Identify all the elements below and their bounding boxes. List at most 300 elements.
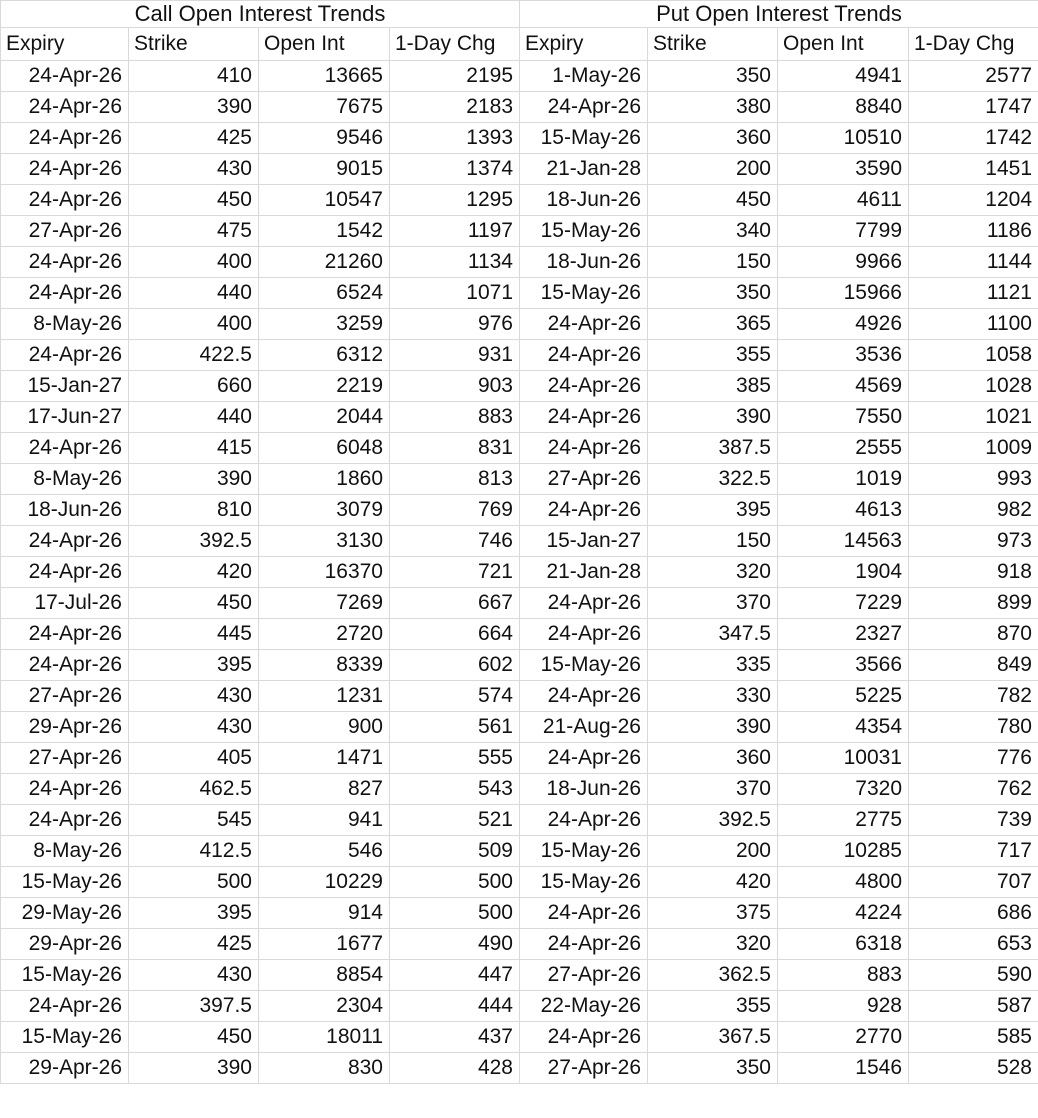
table-row — [1, 774, 1038, 805]
call-cell-1day-chg[interactable]: 813 — [390, 464, 520, 495]
put-cell-open-int[interactable]: 4569 — [778, 371, 909, 402]
put-cell-strike[interactable]: 420 — [648, 867, 778, 898]
table-row — [1, 681, 1038, 712]
put-cell-expiry[interactable]: 15-May-26 — [520, 836, 648, 867]
call-cell-open-int[interactable]: 3259 — [259, 309, 390, 340]
put-cell-expiry[interactable]: 15-Jan-27 — [520, 526, 648, 557]
call-cell-open-int[interactable]: 21260 — [259, 247, 390, 278]
put-cell-strike[interactable]: 390 — [648, 402, 778, 433]
call-cell-1day-chg[interactable]: 1374 — [390, 154, 520, 185]
put-cell-open-int[interactable]: 1904 — [778, 557, 909, 588]
call-cell-expiry[interactable]: 24-Apr-26 — [1, 278, 129, 309]
put-cell-open-int[interactable]: 7229 — [778, 588, 909, 619]
put-cell-strike[interactable]: 350 — [648, 1053, 778, 1084]
put-cell-1day-chg[interactable]: 1121 — [909, 278, 1038, 309]
put-cell-strike[interactable]: 365 — [648, 309, 778, 340]
put-cell-open-int[interactable]: 2775 — [778, 805, 909, 836]
call-cell-1day-chg[interactable]: 428 — [390, 1053, 520, 1084]
put-cell-1day-chg[interactable]: 982 — [909, 495, 1038, 526]
call-cell-open-int[interactable]: 7269 — [259, 588, 390, 619]
put-cell-expiry[interactable]: 18-Jun-26 — [520, 185, 648, 216]
table-row — [1, 123, 1038, 154]
call-cell-strike[interactable]: 412.5 — [129, 836, 259, 867]
put-cell-1day-chg[interactable]: 686 — [909, 898, 1038, 929]
call-cell-open-int[interactable]: 2304 — [259, 991, 390, 1022]
put-cell-expiry[interactable]: 27-Apr-26 — [520, 1053, 648, 1084]
call-cell-open-int[interactable]: 9015 — [259, 154, 390, 185]
call-cell-open-int[interactable]: 8854 — [259, 960, 390, 991]
call-cell-1day-chg[interactable]: 976 — [390, 309, 520, 340]
put-header-strike[interactable]: Strike — [648, 28, 778, 61]
put-cell-strike[interactable]: 360 — [648, 743, 778, 774]
put-cell-strike[interactable]: 355 — [648, 991, 778, 1022]
put-cell-expiry[interactable]: 27-Apr-26 — [520, 464, 648, 495]
call-cell-expiry[interactable]: 8-May-26 — [1, 309, 129, 340]
call-cell-open-int[interactable]: 9546 — [259, 123, 390, 154]
put-header-open-int[interactable]: Open Int — [778, 28, 909, 61]
call-cell-1day-chg[interactable]: 664 — [390, 619, 520, 650]
call-cell-expiry[interactable]: 24-Apr-26 — [1, 774, 129, 805]
call-cell-1day-chg[interactable]: 437 — [390, 1022, 520, 1053]
table-row — [1, 619, 1038, 650]
put-cell-strike[interactable]: 362.5 — [648, 960, 778, 991]
call-cell-expiry[interactable]: 24-Apr-26 — [1, 123, 129, 154]
put-cell-strike[interactable]: 380 — [648, 92, 778, 123]
put-cell-strike[interactable]: 320 — [648, 557, 778, 588]
call-cell-1day-chg[interactable]: 555 — [390, 743, 520, 774]
call-cell-strike[interactable]: 450 — [129, 588, 259, 619]
put-cell-expiry[interactable]: 18-Jun-26 — [520, 774, 648, 805]
put-cell-strike[interactable]: 150 — [648, 526, 778, 557]
call-cell-strike[interactable]: 392.5 — [129, 526, 259, 557]
put-cell-strike[interactable]: 355 — [648, 340, 778, 371]
put-cell-expiry[interactable]: 15-May-26 — [520, 278, 648, 309]
put-cell-expiry[interactable]: 27-Apr-26 — [520, 960, 648, 991]
call-cell-1day-chg[interactable]: 561 — [390, 712, 520, 743]
put-cell-strike[interactable]: 200 — [648, 836, 778, 867]
put-cell-expiry[interactable]: 15-May-26 — [520, 123, 648, 154]
put-cell-expiry[interactable]: 24-Apr-26 — [520, 619, 648, 650]
call-cell-strike[interactable]: 430 — [129, 960, 259, 991]
call-cell-expiry[interactable]: 24-Apr-26 — [1, 61, 129, 92]
call-cell-expiry[interactable]: 29-Apr-26 — [1, 712, 129, 743]
table-row — [1, 836, 1038, 867]
put-cell-1day-chg[interactable]: 1742 — [909, 123, 1038, 154]
put-cell-open-int[interactable]: 14563 — [778, 526, 909, 557]
call-cell-strike[interactable]: 450 — [129, 1022, 259, 1053]
call-cell-open-int[interactable]: 7675 — [259, 92, 390, 123]
call-cell-strike[interactable]: 440 — [129, 402, 259, 433]
put-cell-open-int[interactable]: 2327 — [778, 619, 909, 650]
put-cell-strike[interactable]: 367.5 — [648, 1022, 778, 1053]
put-cell-expiry[interactable]: 15-May-26 — [520, 650, 648, 681]
call-cell-open-int[interactable]: 10229 — [259, 867, 390, 898]
call-cell-expiry[interactable]: 24-Apr-26 — [1, 991, 129, 1022]
call-cell-open-int[interactable]: 3079 — [259, 495, 390, 526]
call-cell-1day-chg[interactable]: 746 — [390, 526, 520, 557]
call-cell-1day-chg[interactable]: 1134 — [390, 247, 520, 278]
put-cell-1day-chg[interactable]: 2577 — [909, 61, 1038, 92]
call-cell-1day-chg[interactable]: 931 — [390, 340, 520, 371]
title-row — [1, 1, 1038, 28]
call-cell-expiry[interactable]: 15-May-26 — [1, 960, 129, 991]
call-cell-1day-chg[interactable]: 1393 — [390, 123, 520, 154]
call-cell-expiry[interactable]: 29-Apr-26 — [1, 1053, 129, 1084]
call-cell-strike[interactable]: 445 — [129, 619, 259, 650]
call-cell-open-int[interactable]: 1677 — [259, 929, 390, 960]
put-table-title[interactable]: Put Open Interest Trends — [520, 1, 1038, 28]
call-cell-1day-chg[interactable]: 1295 — [390, 185, 520, 216]
put-cell-expiry[interactable]: 24-Apr-26 — [520, 340, 648, 371]
call-cell-strike[interactable]: 462.5 — [129, 774, 259, 805]
put-cell-open-int[interactable]: 4611 — [778, 185, 909, 216]
call-cell-strike[interactable]: 660 — [129, 371, 259, 402]
put-cell-1day-chg[interactable]: 780 — [909, 712, 1038, 743]
call-cell-expiry[interactable]: 15-May-26 — [1, 1022, 129, 1053]
call-cell-expiry[interactable]: 15-May-26 — [1, 867, 129, 898]
put-cell-open-int[interactable]: 4926 — [778, 309, 909, 340]
put-cell-strike[interactable]: 360 — [648, 123, 778, 154]
put-cell-1day-chg[interactable]: 739 — [909, 805, 1038, 836]
call-cell-strike[interactable]: 395 — [129, 898, 259, 929]
call-cell-open-int[interactable]: 6524 — [259, 278, 390, 309]
put-cell-1day-chg[interactable]: 1009 — [909, 433, 1038, 464]
call-cell-strike[interactable]: 395 — [129, 650, 259, 681]
call-cell-expiry[interactable]: 29-Apr-26 — [1, 929, 129, 960]
call-cell-strike[interactable]: 390 — [129, 1053, 259, 1084]
put-cell-strike[interactable]: 340 — [648, 216, 778, 247]
call-cell-open-int[interactable]: 830 — [259, 1053, 390, 1084]
call-cell-strike[interactable]: 545 — [129, 805, 259, 836]
put-cell-open-int[interactable]: 3536 — [778, 340, 909, 371]
table-row — [1, 712, 1038, 743]
call-cell-open-int[interactable]: 6312 — [259, 340, 390, 371]
call-cell-expiry[interactable]: 8-May-26 — [1, 836, 129, 867]
put-cell-open-int[interactable]: 1019 — [778, 464, 909, 495]
put-cell-strike[interactable]: 330 — [648, 681, 778, 712]
call-cell-strike[interactable]: 475 — [129, 216, 259, 247]
put-cell-open-int[interactable]: 10285 — [778, 836, 909, 867]
table-row — [1, 495, 1038, 526]
column-header-row — [1, 28, 1038, 61]
call-cell-expiry[interactable]: 18-Jun-26 — [1, 495, 129, 526]
table-body — [1, 61, 1038, 1084]
call-cell-strike[interactable]: 390 — [129, 92, 259, 123]
call-cell-1day-chg[interactable]: 1071 — [390, 278, 520, 309]
put-cell-expiry[interactable]: 24-Apr-26 — [520, 743, 648, 774]
call-cell-strike[interactable]: 430 — [129, 712, 259, 743]
put-cell-expiry[interactable]: 24-Apr-26 — [520, 402, 648, 433]
put-cell-1day-chg[interactable]: 1204 — [909, 185, 1038, 216]
put-cell-open-int[interactable]: 3566 — [778, 650, 909, 681]
put-cell-expiry[interactable]: 21-Aug-26 — [520, 712, 648, 743]
call-cell-1day-chg[interactable]: 521 — [390, 805, 520, 836]
call-cell-expiry[interactable]: 24-Apr-26 — [1, 526, 129, 557]
call-cell-1day-chg[interactable]: 602 — [390, 650, 520, 681]
table-row — [1, 929, 1038, 960]
put-cell-1day-chg[interactable]: 717 — [909, 836, 1038, 867]
put-cell-open-int[interactable]: 4354 — [778, 712, 909, 743]
put-cell-1day-chg[interactable]: 918 — [909, 557, 1038, 588]
call-cell-open-int[interactable]: 16370 — [259, 557, 390, 588]
put-cell-open-int[interactable]: 7550 — [778, 402, 909, 433]
put-cell-1day-chg[interactable]: 899 — [909, 588, 1038, 619]
put-cell-strike[interactable]: 320 — [648, 929, 778, 960]
call-cell-open-int[interactable]: 10547 — [259, 185, 390, 216]
table-row — [1, 61, 1038, 92]
call-cell-open-int[interactable]: 18011 — [259, 1022, 390, 1053]
call-cell-expiry[interactable]: 27-Apr-26 — [1, 743, 129, 774]
put-header-expiry[interactable]: Expiry — [520, 28, 648, 61]
table-row — [1, 898, 1038, 929]
put-cell-strike[interactable]: 370 — [648, 588, 778, 619]
call-cell-open-int[interactable]: 2044 — [259, 402, 390, 433]
put-cell-1day-chg[interactable]: 587 — [909, 991, 1038, 1022]
call-cell-1day-chg[interactable]: 509 — [390, 836, 520, 867]
call-cell-expiry[interactable]: 24-Apr-26 — [1, 154, 129, 185]
put-cell-open-int[interactable]: 4613 — [778, 495, 909, 526]
put-cell-open-int[interactable]: 2555 — [778, 433, 909, 464]
put-cell-strike[interactable]: 150 — [648, 247, 778, 278]
table-row — [1, 185, 1038, 216]
put-cell-strike[interactable]: 200 — [648, 154, 778, 185]
call-header-1day-chg[interactable]: 1-Day Chg — [390, 28, 520, 61]
call-cell-open-int[interactable]: 3130 — [259, 526, 390, 557]
call-cell-strike[interactable]: 400 — [129, 309, 259, 340]
put-cell-open-int[interactable]: 928 — [778, 991, 909, 1022]
put-cell-expiry[interactable]: 15-May-26 — [520, 867, 648, 898]
call-cell-open-int[interactable]: 13665 — [259, 61, 390, 92]
put-cell-expiry[interactable]: 24-Apr-26 — [520, 309, 648, 340]
table-row — [1, 402, 1038, 433]
table-row — [1, 278, 1038, 309]
call-cell-strike[interactable]: 405 — [129, 743, 259, 774]
put-cell-1day-chg[interactable]: 782 — [909, 681, 1038, 712]
call-cell-open-int[interactable]: 1542 — [259, 216, 390, 247]
put-cell-strike[interactable]: 335 — [648, 650, 778, 681]
call-cell-1day-chg[interactable]: 447 — [390, 960, 520, 991]
put-cell-open-int[interactable]: 6318 — [778, 929, 909, 960]
put-cell-strike[interactable]: 370 — [648, 774, 778, 805]
table-head — [1, 1, 1038, 61]
call-cell-open-int[interactable]: 941 — [259, 805, 390, 836]
call-cell-strike[interactable]: 440 — [129, 278, 259, 309]
put-cell-1day-chg[interactable]: 870 — [909, 619, 1038, 650]
put-cell-strike[interactable]: 395 — [648, 495, 778, 526]
call-cell-strike[interactable]: 810 — [129, 495, 259, 526]
call-cell-strike[interactable]: 415 — [129, 433, 259, 464]
put-cell-strike[interactable]: 350 — [648, 61, 778, 92]
call-cell-1day-chg[interactable]: 543 — [390, 774, 520, 805]
call-cell-open-int[interactable]: 6048 — [259, 433, 390, 464]
call-cell-1day-chg[interactable]: 500 — [390, 867, 520, 898]
call-cell-open-int[interactable]: 2720 — [259, 619, 390, 650]
put-cell-1day-chg[interactable]: 707 — [909, 867, 1038, 898]
call-cell-1day-chg[interactable]: 490 — [390, 929, 520, 960]
put-cell-open-int[interactable]: 1546 — [778, 1053, 909, 1084]
call-cell-strike[interactable]: 450 — [129, 185, 259, 216]
put-cell-expiry[interactable]: 24-Apr-26 — [520, 929, 648, 960]
call-cell-strike[interactable]: 430 — [129, 681, 259, 712]
put-cell-expiry[interactable]: 24-Apr-26 — [520, 495, 648, 526]
put-cell-expiry[interactable]: 24-Apr-26 — [520, 898, 648, 929]
put-cell-strike[interactable]: 392.5 — [648, 805, 778, 836]
put-cell-1day-chg[interactable]: 993 — [909, 464, 1038, 495]
call-cell-expiry[interactable]: 24-Apr-26 — [1, 247, 129, 278]
put-cell-expiry[interactable]: 24-Apr-26 — [520, 681, 648, 712]
call-cell-open-int[interactable]: 2219 — [259, 371, 390, 402]
put-cell-expiry[interactable]: 21-Jan-28 — [520, 557, 648, 588]
call-cell-strike[interactable]: 500 — [129, 867, 259, 898]
call-cell-expiry[interactable]: 17-Jul-26 — [1, 588, 129, 619]
call-cell-strike[interactable]: 420 — [129, 557, 259, 588]
put-cell-expiry[interactable]: 15-May-26 — [520, 216, 648, 247]
put-cell-open-int[interactable]: 5225 — [778, 681, 909, 712]
call-cell-1day-chg[interactable]: 500 — [390, 898, 520, 929]
call-cell-1day-chg[interactable]: 883 — [390, 402, 520, 433]
call-cell-1day-chg[interactable]: 1197 — [390, 216, 520, 247]
call-cell-1day-chg[interactable]: 721 — [390, 557, 520, 588]
call-cell-open-int[interactable]: 1231 — [259, 681, 390, 712]
call-cell-1day-chg[interactable]: 903 — [390, 371, 520, 402]
call-header-open-int[interactable]: Open Int — [259, 28, 390, 61]
put-cell-open-int[interactable]: 4800 — [778, 867, 909, 898]
table-row — [1, 526, 1038, 557]
call-cell-expiry[interactable]: 24-Apr-26 — [1, 650, 129, 681]
call-cell-expiry[interactable]: 24-Apr-26 — [1, 433, 129, 464]
call-cell-1day-chg[interactable]: 444 — [390, 991, 520, 1022]
put-cell-1day-chg[interactable]: 776 — [909, 743, 1038, 774]
table-row — [1, 960, 1038, 991]
put-cell-1day-chg[interactable]: 762 — [909, 774, 1038, 805]
put-cell-strike[interactable]: 375 — [648, 898, 778, 929]
put-cell-1day-chg[interactable]: 1100 — [909, 309, 1038, 340]
call-cell-1day-chg[interactable]: 769 — [390, 495, 520, 526]
put-cell-1day-chg[interactable]: 653 — [909, 929, 1038, 960]
put-cell-open-int[interactable]: 10510 — [778, 123, 909, 154]
call-cell-expiry[interactable]: 24-Apr-26 — [1, 557, 129, 588]
put-cell-open-int[interactable]: 2770 — [778, 1022, 909, 1053]
call-cell-expiry[interactable]: 29-May-26 — [1, 898, 129, 929]
put-cell-1day-chg[interactable]: 1028 — [909, 371, 1038, 402]
call-cell-expiry[interactable]: 8-May-26 — [1, 464, 129, 495]
call-cell-strike[interactable]: 390 — [129, 464, 259, 495]
put-cell-1day-chg[interactable]: 1021 — [909, 402, 1038, 433]
call-header-strike[interactable]: Strike — [129, 28, 259, 61]
call-cell-expiry[interactable]: 24-Apr-26 — [1, 619, 129, 650]
put-cell-expiry[interactable]: 1-May-26 — [520, 61, 648, 92]
call-cell-open-int[interactable]: 546 — [259, 836, 390, 867]
call-cell-expiry[interactable]: 15-Jan-27 — [1, 371, 129, 402]
put-cell-expiry[interactable]: 24-Apr-26 — [520, 1022, 648, 1053]
put-cell-strike[interactable]: 450 — [648, 185, 778, 216]
call-cell-1day-chg[interactable]: 2183 — [390, 92, 520, 123]
call-cell-strike[interactable]: 422.5 — [129, 340, 259, 371]
put-cell-open-int[interactable]: 8840 — [778, 92, 909, 123]
call-cell-strike[interactable]: 425 — [129, 123, 259, 154]
call-cell-open-int[interactable]: 1471 — [259, 743, 390, 774]
table-row — [1, 805, 1038, 836]
table-row — [1, 991, 1038, 1022]
call-cell-expiry[interactable]: 17-Jun-27 — [1, 402, 129, 433]
put-cell-strike[interactable]: 387.5 — [648, 433, 778, 464]
put-cell-expiry[interactable]: 24-Apr-26 — [520, 92, 648, 123]
call-cell-open-int[interactable]: 1860 — [259, 464, 390, 495]
call-cell-expiry[interactable]: 27-Apr-26 — [1, 681, 129, 712]
put-cell-expiry[interactable]: 24-Apr-26 — [520, 371, 648, 402]
call-cell-expiry[interactable]: 24-Apr-26 — [1, 92, 129, 123]
put-cell-open-int[interactable]: 10031 — [778, 743, 909, 774]
call-cell-strike[interactable]: 425 — [129, 929, 259, 960]
put-cell-open-int[interactable]: 15966 — [778, 278, 909, 309]
put-cell-expiry[interactable]: 24-Apr-26 — [520, 588, 648, 619]
call-cell-open-int[interactable]: 900 — [259, 712, 390, 743]
put-cell-open-int[interactable]: 9966 — [778, 247, 909, 278]
call-cell-1day-chg[interactable]: 831 — [390, 433, 520, 464]
put-cell-expiry[interactable]: 21-Jan-28 — [520, 154, 648, 185]
call-cell-open-int[interactable]: 914 — [259, 898, 390, 929]
put-cell-strike[interactable]: 385 — [648, 371, 778, 402]
put-cell-open-int[interactable]: 7799 — [778, 216, 909, 247]
put-cell-strike[interactable]: 350 — [648, 278, 778, 309]
call-table-title[interactable]: Call Open Interest Trends — [1, 1, 520, 28]
table-row — [1, 650, 1038, 681]
call-cell-expiry[interactable]: 24-Apr-26 — [1, 805, 129, 836]
call-cell-expiry[interactable]: 24-Apr-26 — [1, 185, 129, 216]
call-cell-1day-chg[interactable]: 2195 — [390, 61, 520, 92]
put-cell-open-int[interactable]: 4224 — [778, 898, 909, 929]
put-cell-expiry[interactable]: 22-May-26 — [520, 991, 648, 1022]
put-header-1day-chg[interactable]: 1-Day Chg — [909, 28, 1038, 61]
put-cell-1day-chg[interactable]: 973 — [909, 526, 1038, 557]
table-row — [1, 340, 1038, 371]
call-cell-strike[interactable]: 410 — [129, 61, 259, 92]
table-row — [1, 371, 1038, 402]
call-cell-open-int[interactable]: 8339 — [259, 650, 390, 681]
put-cell-1day-chg[interactable]: 585 — [909, 1022, 1038, 1053]
table-row — [1, 92, 1038, 123]
put-cell-1day-chg[interactable]: 1451 — [909, 154, 1038, 185]
table-row — [1, 216, 1038, 247]
put-cell-1day-chg[interactable]: 849 — [909, 650, 1038, 681]
put-cell-expiry[interactable]: 18-Jun-26 — [520, 247, 648, 278]
call-cell-strike[interactable]: 400 — [129, 247, 259, 278]
call-header-expiry[interactable]: Expiry — [1, 28, 129, 61]
put-cell-strike[interactable]: 322.5 — [648, 464, 778, 495]
put-cell-open-int[interactable]: 3590 — [778, 154, 909, 185]
put-cell-open-int[interactable]: 883 — [778, 960, 909, 991]
put-cell-expiry[interactable]: 24-Apr-26 — [520, 805, 648, 836]
put-cell-open-int[interactable]: 7320 — [778, 774, 909, 805]
call-cell-1day-chg[interactable]: 574 — [390, 681, 520, 712]
put-cell-1day-chg[interactable]: 1186 — [909, 216, 1038, 247]
call-cell-1day-chg[interactable]: 667 — [390, 588, 520, 619]
call-cell-strike[interactable]: 430 — [129, 154, 259, 185]
put-cell-1day-chg[interactable]: 590 — [909, 960, 1038, 991]
put-cell-strike[interactable]: 347.5 — [648, 619, 778, 650]
put-cell-1day-chg[interactable]: 528 — [909, 1053, 1038, 1084]
put-cell-1day-chg[interactable]: 1144 — [909, 247, 1038, 278]
put-cell-1day-chg[interactable]: 1747 — [909, 92, 1038, 123]
put-cell-open-int[interactable]: 4941 — [778, 61, 909, 92]
call-cell-open-int[interactable]: 827 — [259, 774, 390, 805]
put-cell-strike[interactable]: 390 — [648, 712, 778, 743]
put-cell-expiry[interactable]: 24-Apr-26 — [520, 433, 648, 464]
call-cell-expiry[interactable]: 24-Apr-26 — [1, 340, 129, 371]
call-cell-strike[interactable]: 397.5 — [129, 991, 259, 1022]
call-cell-expiry[interactable]: 27-Apr-26 — [1, 216, 129, 247]
put-cell-1day-chg[interactable]: 1058 — [909, 340, 1038, 371]
